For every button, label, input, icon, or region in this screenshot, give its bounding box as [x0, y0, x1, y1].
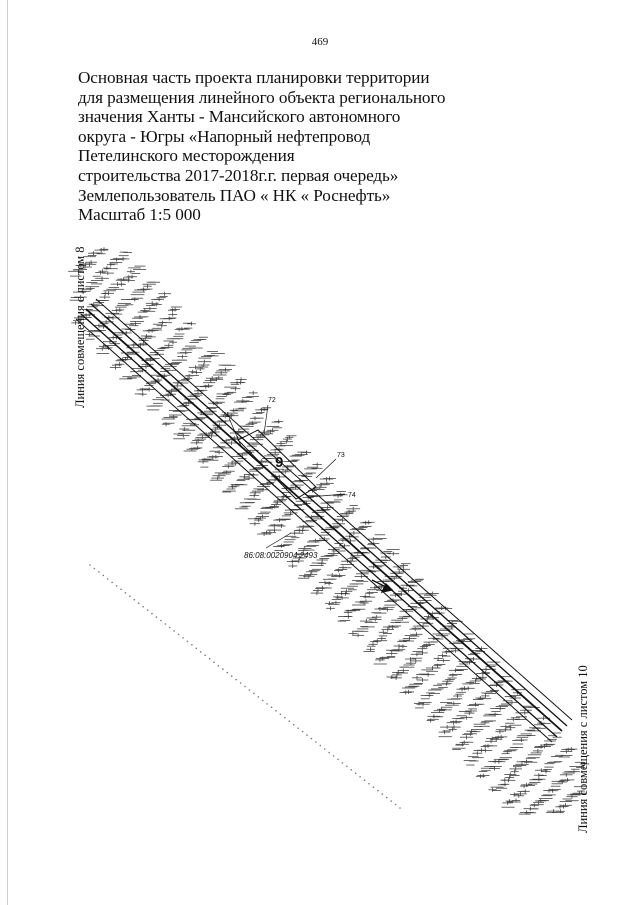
- boundary-dot: [231, 675, 233, 677]
- boundary-dot: [289, 720, 291, 722]
- boundary-dot: [94, 568, 96, 570]
- boundary-dot: [395, 804, 397, 806]
- boundary-dot: [116, 585, 118, 587]
- corridor-inner-line-top: [91, 304, 567, 726]
- boundary-dot: [218, 665, 220, 667]
- boundary-dot: [386, 797, 388, 799]
- right-match-line-label: Линия совмещения с листом 10: [576, 665, 590, 833]
- boundary-dot: [280, 714, 282, 716]
- boundary-dot: [333, 755, 335, 757]
- title-line: для размещения линейного объекта регионального: [78, 87, 446, 107]
- boundary-dot: [103, 575, 105, 577]
- boundary-dot: [244, 686, 246, 688]
- boundary-dot: [346, 766, 348, 768]
- boundary-dot: [191, 644, 193, 646]
- page-number: 469: [311, 36, 329, 48]
- boundary-dot: [138, 602, 140, 604]
- boundary-dot: [359, 776, 361, 778]
- left-match-line-label: Линия совмещения с листом 8: [73, 246, 87, 408]
- boundary-dot: [368, 783, 370, 785]
- boundary-dot: [142, 606, 144, 608]
- boundary-dot: [196, 648, 198, 650]
- boundary-dot: [284, 717, 286, 719]
- title-line: Землепользователь ПАО « НК « Роснефть»: [78, 185, 391, 205]
- point-label: 74: [348, 492, 356, 499]
- boundary-dot: [156, 616, 158, 618]
- boundary-dot: [89, 564, 91, 566]
- boundary-dot: [98, 571, 100, 573]
- boundary-dot: [293, 724, 295, 726]
- boundary-dot: [315, 741, 317, 743]
- boundary-dot: [240, 682, 242, 684]
- boundary-dot: [151, 613, 153, 615]
- boundary-dot: [107, 578, 109, 580]
- boundary-dot: [222, 668, 224, 670]
- title-line: значения Ханты - Мансийского автономного: [78, 107, 401, 127]
- section-number: 9: [275, 454, 284, 471]
- boundary-dot: [173, 630, 175, 632]
- point-label: 73: [337, 452, 345, 459]
- boundary-dot: [328, 752, 330, 754]
- pipeline-corridor: [76, 299, 572, 742]
- boundary-dot: [227, 672, 229, 674]
- boundary-dot: [351, 769, 353, 771]
- boundary-dot: [187, 641, 189, 643]
- boundary-dot: [253, 693, 255, 695]
- title-line: Петелинского месторождения: [78, 146, 295, 166]
- corridor-inner-line-bottom: [81, 314, 557, 737]
- boundary-dot: [111, 582, 113, 584]
- boundary-dot: [209, 658, 211, 660]
- boundary-dot: [364, 779, 366, 781]
- boundary-dot: [320, 745, 322, 747]
- boundary-dot: [399, 807, 401, 809]
- boundary-dot: [129, 595, 131, 597]
- boundary-dot: [200, 651, 202, 653]
- boundary-dot: [249, 689, 251, 691]
- boundary-dot: [306, 734, 308, 736]
- point-label: 71: [222, 412, 230, 419]
- boundary-dot: [178, 634, 180, 636]
- boundary-dot: [324, 748, 326, 750]
- corridor-outer-line-top: [96, 299, 572, 720]
- boundary-dot: [342, 762, 344, 764]
- boundary-dot: [302, 731, 304, 733]
- boundary-dot: [258, 696, 260, 698]
- boundary-dot: [271, 707, 273, 709]
- boundary-dot: [275, 710, 277, 712]
- scale-label: Масштаб 1:5 000: [78, 205, 201, 225]
- boundary-dot: [373, 786, 375, 788]
- title-line: строительства 2017-2018г.г. первая очередь»: [78, 165, 399, 185]
- boundary-dot: [382, 793, 384, 795]
- boundary-dot: [235, 679, 237, 681]
- boundary-dot: [355, 773, 357, 775]
- title-line: округа - Югры «Напорный нефтепровод: [78, 126, 371, 146]
- corridor-outer-line-bottom: [76, 319, 552, 742]
- boundary-dot: [120, 589, 122, 591]
- boundary-dot: [165, 623, 167, 625]
- boundary-dot: [390, 800, 392, 802]
- boundary-dot: [204, 655, 206, 657]
- boundary-dot: [377, 790, 379, 792]
- boundary-dot: [147, 609, 149, 611]
- dotted-boundary: [89, 564, 401, 809]
- boundary-dot: [182, 637, 184, 639]
- boundary-dot: [311, 738, 313, 740]
- point-label: 72: [268, 397, 276, 404]
- hatched-zone: [68, 247, 589, 814]
- parcel-number: 86:08:0020904:2493: [244, 551, 318, 560]
- boundary-dot: [125, 592, 127, 594]
- title-line: Основная часть проекта планировки территории: [78, 68, 430, 87]
- boundary-dot: [134, 599, 136, 601]
- boundary-dot: [297, 727, 299, 729]
- boundary-dot: [160, 620, 162, 622]
- boundary-dot: [213, 661, 215, 663]
- boundary-dot: [266, 703, 268, 705]
- pipeline-axis: [86, 309, 562, 731]
- boundary-dot: [262, 700, 264, 702]
- boundary-dot: [169, 627, 171, 629]
- boundary-dot: [337, 759, 339, 761]
